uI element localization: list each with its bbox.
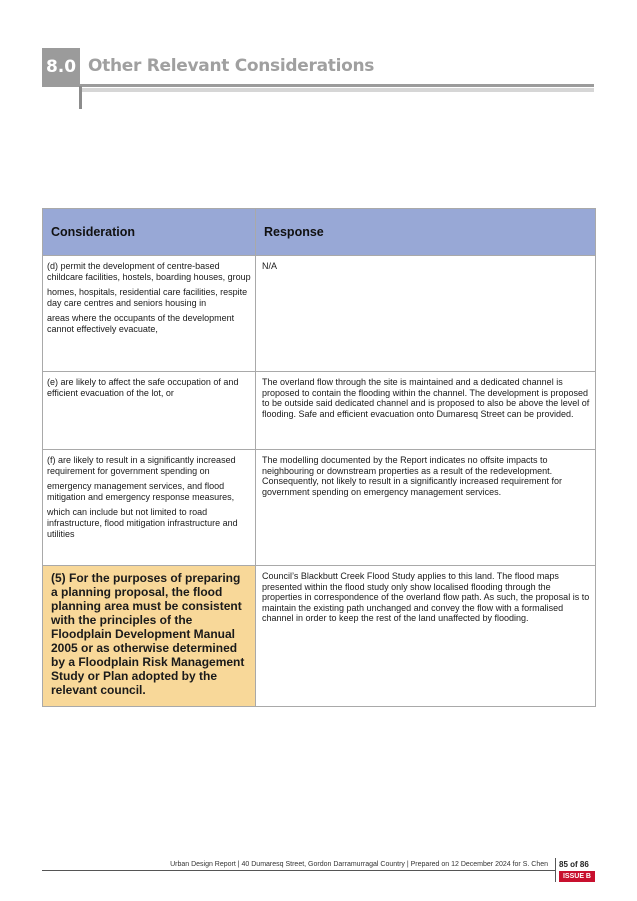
consideration-text: emergency management services, and flood mitigation and emergency response measures,	[47, 481, 235, 502]
response-text: N/A	[262, 261, 278, 271]
page-number: 85 of 86	[559, 860, 589, 869]
consideration-cell	[43, 372, 256, 450]
consideration-text: areas where the occupants of the development cannot effectively evacuate,	[47, 313, 235, 334]
response-cell	[256, 256, 596, 372]
table-row	[43, 566, 596, 707]
consideration-text: (5) For the purposes of preparing a planning proposal, the flood planning area must be consistent with the principles of the Floodplain Development Manual 2005 or as otherwise determined by a Floodplain Risk Management Study or Plan adopted by the relevant council.	[51, 571, 245, 697]
response-text: The modelling documented by the Report indicates no offsite impacts to neighbouring or downstream properties as a result of the redevelopment. Consequently, not likely to result in a significantly increased requirement for government spending on emergency management services.	[262, 455, 562, 497]
consideration-cell	[43, 256, 256, 372]
consideration-cell-highlighted	[43, 566, 256, 707]
section-title: Other Relevant Considerations	[88, 56, 375, 76]
table-row	[43, 450, 596, 566]
header-consideration: Consideration	[43, 209, 256, 256]
header-vertical-line	[79, 86, 82, 109]
footer-text: Urban Design Report | 40 Dumaresq Street, Gordon Darramurragal Country | Prepared on 12 December 2024 for S. Chen	[170, 861, 548, 868]
issue-badge: ISSUE B	[559, 871, 595, 882]
consideration-text: (d) permit the development of centre-based childcare facilities, hostels, boarding houses, group	[47, 261, 251, 282]
consideration-text: homes, hospitals, residential care facilities, respite day care centres and seniors housing in	[47, 287, 248, 308]
table-header-row	[43, 209, 596, 256]
footer-separator	[555, 858, 556, 882]
footer-rule	[42, 870, 555, 871]
consideration-text: (f) are likely to result in a significantly increased requirement for government spending on	[47, 455, 236, 476]
section-number: 8.0	[42, 48, 80, 86]
consideration-cell	[43, 450, 256, 566]
response-text: The overland flow through the site is maintained and a dedicated channel is proposed to contain the flooding within the channel. The development is proposed to be outside said dedicated channel and is proposed to also be above the level of flooding. Safe and efficient evacuation onto Dumaresq Street can be provided.	[262, 377, 590, 419]
table-row	[43, 372, 596, 450]
considerations-table	[42, 208, 596, 707]
response-cell	[256, 450, 596, 566]
response-cell	[256, 372, 596, 450]
table-row	[43, 256, 596, 372]
response-cell	[256, 566, 596, 707]
consideration-text: which can include but not limited to road infrastructure, flood mitigation infrastructure and utilities	[47, 507, 238, 539]
header-rule	[42, 84, 594, 87]
consideration-text: (e) are likely to affect the safe occupation of and efficient evacuation of the lot, or	[47, 377, 239, 398]
response-text: Council’s Blackbutt Creek Flood Study applies to this land. The flood maps presented within the flood study only show localised flooding through the properties in correspondence of the overland flow path. As such, the proposal is to maintain the existing path unchanged and convey the flow with a formalised channel in order to keep the rest of the land unaffected by flooding.	[262, 571, 590, 624]
header-shadow-rule	[82, 88, 594, 92]
header-response: Response	[256, 209, 596, 256]
